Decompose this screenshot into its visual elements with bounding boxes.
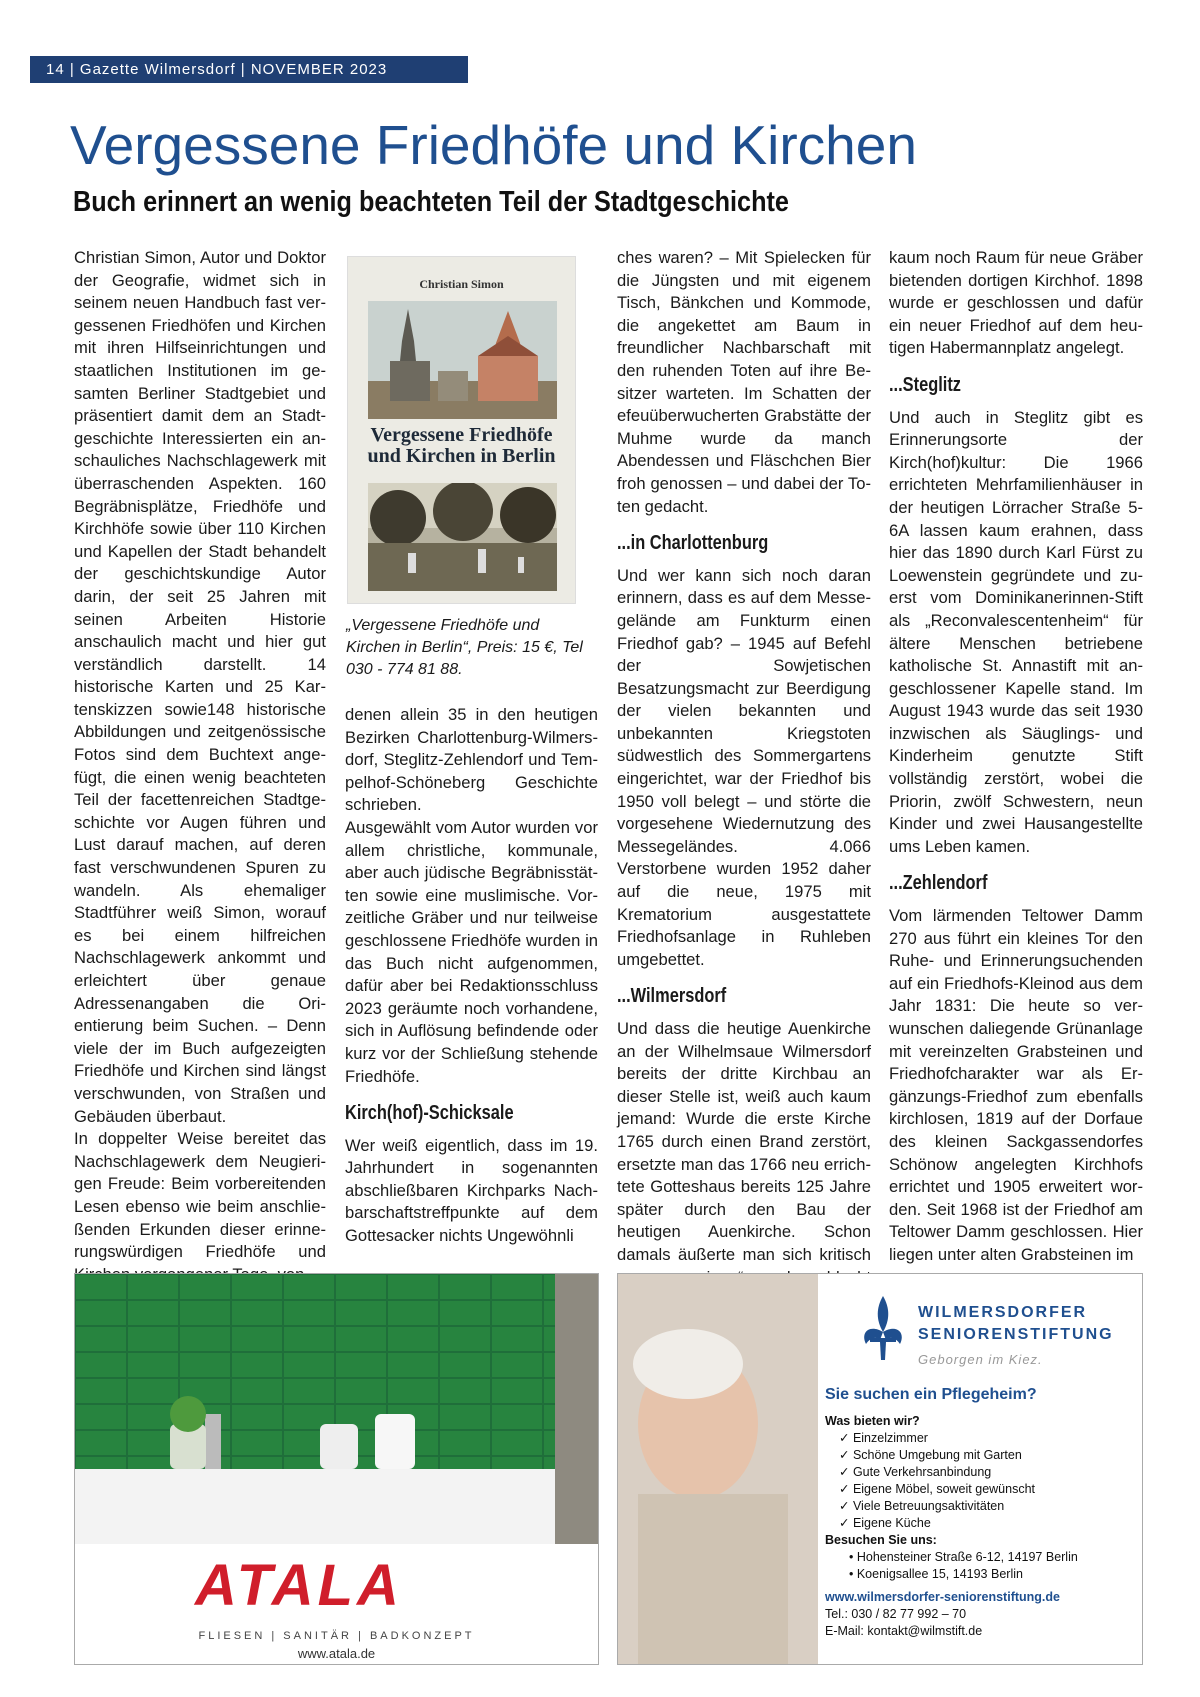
book-title xyxy=(348,425,575,467)
column-3 xyxy=(617,247,871,1312)
fleur-de-lis-logo-icon xyxy=(858,1294,908,1364)
ad-headline: Sie suchen ein Pflegeheim? xyxy=(825,1386,1037,1403)
paragraph: Und dass die heutige Auenkirche an der Wilhelmsaue Wilmersdorf bereits der dritte Kirchbau an dieser Stelle ist, weiß auch kaum jemand: Wurde die erste Kirche 1765 durch einen Brand zerstört, ersetzte man das 1766 neu errichtete Gotteshaus bereits 125 Jahre später durch den Bau der heutigen Auenkirche. Schon damals äußerte man sich kritisch xyxy=(617,1019,871,1264)
paragraph: Und wer kann sich noch daran erinnern, dass es auf dem Messegelände am Funkturm einen Friedhof gab? – 1945 auf Befehl der Sowjetischen Besatzungsmacht zur Beerdigung der vielen bekannten und unbekannten Kriegstoten südwestlich des Sommergartens eingerichtet, war der Friedhof bis 1950 voll belegt – und störte die vorgesehene Wiedernutzung des Messegeländes. 4.066 Verstorbene wurden 1952 daher auf die neue, 1975 mit Krematorium ausgestattete Friedhofsanlage in Ruhleben umgebettet. xyxy=(617,565,871,969)
column-1 xyxy=(74,247,326,1286)
stiftung-phone: Tel.: 030 / 82 77 992 – 70 xyxy=(825,1607,967,1621)
paragraph: Und auch in Steglitz gibt es Erinnerungsorte der Kirch(hof)kultur: Die 1966 errichteten Mehrfamilienhäuser in der heutigen Lörracher Straße 5-6A lassen kaum erahnen, dass hier das 1890 durch Karl Fürst zu Loewenstein gegründete und zuerst vom Dominikanerinnen-Stift als „Reconvalescentenheim“ für ältere Menschen betriebene katholische St. Annastift mit angeschlossener Kapelle stand. Im August 1943 wurde das seit 1930 inzwischen als Säuglings- und Kinderheim genutzte Stift vollständig zerstört, wobei die Priorin, zwölf Schwestern, neun Kinder und zwei Hausangestellte ums Leben kamen. xyxy=(889,407,1143,856)
address-item: • Koenigsallee 15, 14193 Berlin xyxy=(849,1567,1023,1581)
stiftung-website: www.wilmersdorfer-seniorenstiftung.de xyxy=(825,1590,1060,1604)
book-cover-image xyxy=(347,256,576,604)
offer-item: ✓ Einzelzimmer xyxy=(839,1431,928,1445)
article-subtitle: Buch erinnert an wenig beachteten Teil der Stadtgeschichte xyxy=(73,186,789,218)
paragraph: ches waren? – Mit Spielecken für die Jüngsten und mit eigenem Tisch, Bänkchen und Kommode, die angekettet am Baum in freundlicher Nachbarschaft mit den ruhenden Toten auf ihre Besitzer warteten. Im Schatten der efeuüberwucherten Grabstätte der Muhme wurde da manch Abendessen und Fläschchen Bier froh genossen – und dabei der Toten gedacht. xyxy=(617,248,871,516)
senior-photo xyxy=(618,1274,818,1665)
section-heading: ...in Charlottenburg xyxy=(617,532,769,555)
paragraph: In doppelter Weise bereitet das Nachschlagewerk dem Neugierigen Freude: Beim vorbereitenden Lesen ebenso wie beim anschließenden Erkunden dieser erinnerungswürdigen Friedhöfe und xyxy=(74,1129,326,1262)
paragraph: Wer weiß eigentlich, dass im 19. Jahrhundert in sogenannten abschließbaren Kirchparks Nachbarschaftstreffpunkte auf dem Gottesacker nichts Ungewöhnli xyxy=(345,1135,598,1246)
book-author: Christian Simon xyxy=(419,277,504,291)
ad-body xyxy=(825,1413,1137,1640)
book-title-line: Vergessene Friedhöfe xyxy=(370,424,553,446)
book-title-line: und Kirchen in Berlin xyxy=(367,445,556,467)
offer-item: ✓ Schöne Umgebung mit Garten xyxy=(839,1448,1022,1462)
book-caption: „Vergessene Friedhöfe und Kirchen in Berlin“, Preis: 15 €, Tel 030 - 774 81 88. xyxy=(346,617,583,678)
atala-tagline: FLIESEN | SANITÄR | BADKONZEPT xyxy=(198,1630,475,1642)
section-heading: ...Zehlendorf xyxy=(889,872,988,895)
address-item: • Hohensteiner Straße 6-12, 14197 Berlin xyxy=(849,1550,1078,1564)
page-header: 14 | Gazette Wilmersdorf | NOVEMBER 2023 xyxy=(30,56,468,83)
stiftung-name: WILMERSDORFER xyxy=(918,1304,1088,1321)
paragraph: denen allein 35 in den heutigen Bezirken Charlottenburg-Wilmersdorf, Steglitz-Zehlendorf und Tempelhof-Schöneberg Geschichte schrieben. xyxy=(345,705,598,815)
article-title: Vergessene Friedhöfe und Kirchen xyxy=(70,114,917,176)
section-heading: Kirch(hof)-Schicksale xyxy=(345,1102,514,1125)
bathroom-photo xyxy=(75,1274,599,1544)
offer-item: ✓ Eigene Möbel, soweit gewünscht xyxy=(839,1482,1035,1496)
church-illustration xyxy=(368,301,557,419)
offer-item: ✓ Viele Betreuungsaktivitäten xyxy=(839,1499,1005,1513)
stiftung-email: E-Mail: kontakt@wilmstift.de xyxy=(825,1624,983,1638)
paragraph: Ausgewählt vom Autor wurden vor allem christliche, kommunale, aber auch jüdische Begräbnisstätten sowie eine muslimische. Vorzeitliche Gräber und nur teilweise geschlossene Friedhöfe wurden in das Buch nicht aufgenommen, dafür aber bei Redaktionsschluss 2023 geräumte noch vorhandene, sich in Auflösung befindende oder kurz vor der Schließung stehende Friedhöfe. xyxy=(345,817,598,1086)
seniorenstiftung-advertisement xyxy=(617,1273,1143,1665)
section-heading: ...Wilmersdorf xyxy=(617,985,727,1008)
section-heading: ...Steglitz xyxy=(889,373,961,396)
column-4 xyxy=(889,247,1143,1267)
paragraph: Vom lärmenden Teltower Damm 270 aus führt ein kleines Tor den Ruhe- und Erinnerungsuchenden auf ein Friedhofs-Kleinod aus dem Jahr 1831: Die heute so verwunschen daliegende Grünanlage mit vereinzelten Grabsteinen und Friedhofcharakter war als Ergänzungs-Friedhof zum ebenfalls kirchlosen, 1819 auf der Dorfaue des kleinen Sackgassendorfes Schönow angelegten Kirchhofs errichtet und 1905 erweitert worden. Seit 1968 ist der Friedhof am Teltower Damm geschlossen. Hier liegen unter alten Grabsteinen im xyxy=(889,906,1143,1264)
visit-heading: Besuchen Sie uns: xyxy=(825,1533,937,1547)
atala-website: www.atala.de xyxy=(297,1646,376,1661)
paragraph: Christian Simon, Autor und Doktor der Geografie, widmet sich in seinem neuen Handbuch fast vergessenen Friedhöfen und Kirchen mit ihren Hilfseinrichtungen und staatlichen Institutionen im gesamten Berliner Stadtgebiet und präsentiert damit dem an Stadtgeschichte Interessierten ein anschauliches Nachschlagewerk mit überraschenden Aspekten. 160 Begräbnisplätze, Friedhöfe und Kirchhöfe sowie über 110 Kirchen und Kapellen der Stadt behandelt der geschichtskundige Autor darin, der seit 25 Jahren mit seinen Arbeiten Historie anschaulich macht und hier gut verständlich darstellt. 14 historische Karten und 25 Kartenskizzen sowie148 historische Abbildungen und zeitgenössische Fotos sind dem Buchtext angefügt, die einen wenig beachteten Teil der facettenreichen Stadtgeschichte vor Augen führen und Lust darauf machen, auf deren fast verschwundenen Spuren zu wandeln. Als ehemaliger Stadtführer weiß Simon, worauf es bei einem hilfreichen Nachschlagewerk ankommt und erleichtert über genaue Adressenangaben die Orientierung beim Suchen. – Denn viele der im Buch aufgezeigten Friedhöfe und Kirchen sind längst verschwunden, von Straßen und Gebäuden überbaut. xyxy=(74,248,326,1126)
offer-item: ✓ Gute Verkehrsanbindung xyxy=(839,1465,992,1479)
atala-logo: ATALA xyxy=(195,1553,403,1618)
stiftung-name: SENIORENSTIFTUNG xyxy=(918,1326,1114,1343)
atala-advertisement xyxy=(74,1273,599,1665)
stiftung-slogan: Geborgen im Kiez. xyxy=(918,1352,1043,1367)
offer-item: ✓ Eigene Küche xyxy=(839,1516,931,1530)
cemetery-illustration xyxy=(368,483,557,591)
offer-heading: Was bieten wir? xyxy=(825,1414,920,1428)
column-2 xyxy=(345,704,598,1248)
paragraph: kaum noch Raum für neue Gräber bietenden dortigen Kirchhof. 1898 wurde er geschlossen und dafür ein neuer Friedhof auf dem heutigen Habermannplatz angelegt. xyxy=(889,248,1143,358)
